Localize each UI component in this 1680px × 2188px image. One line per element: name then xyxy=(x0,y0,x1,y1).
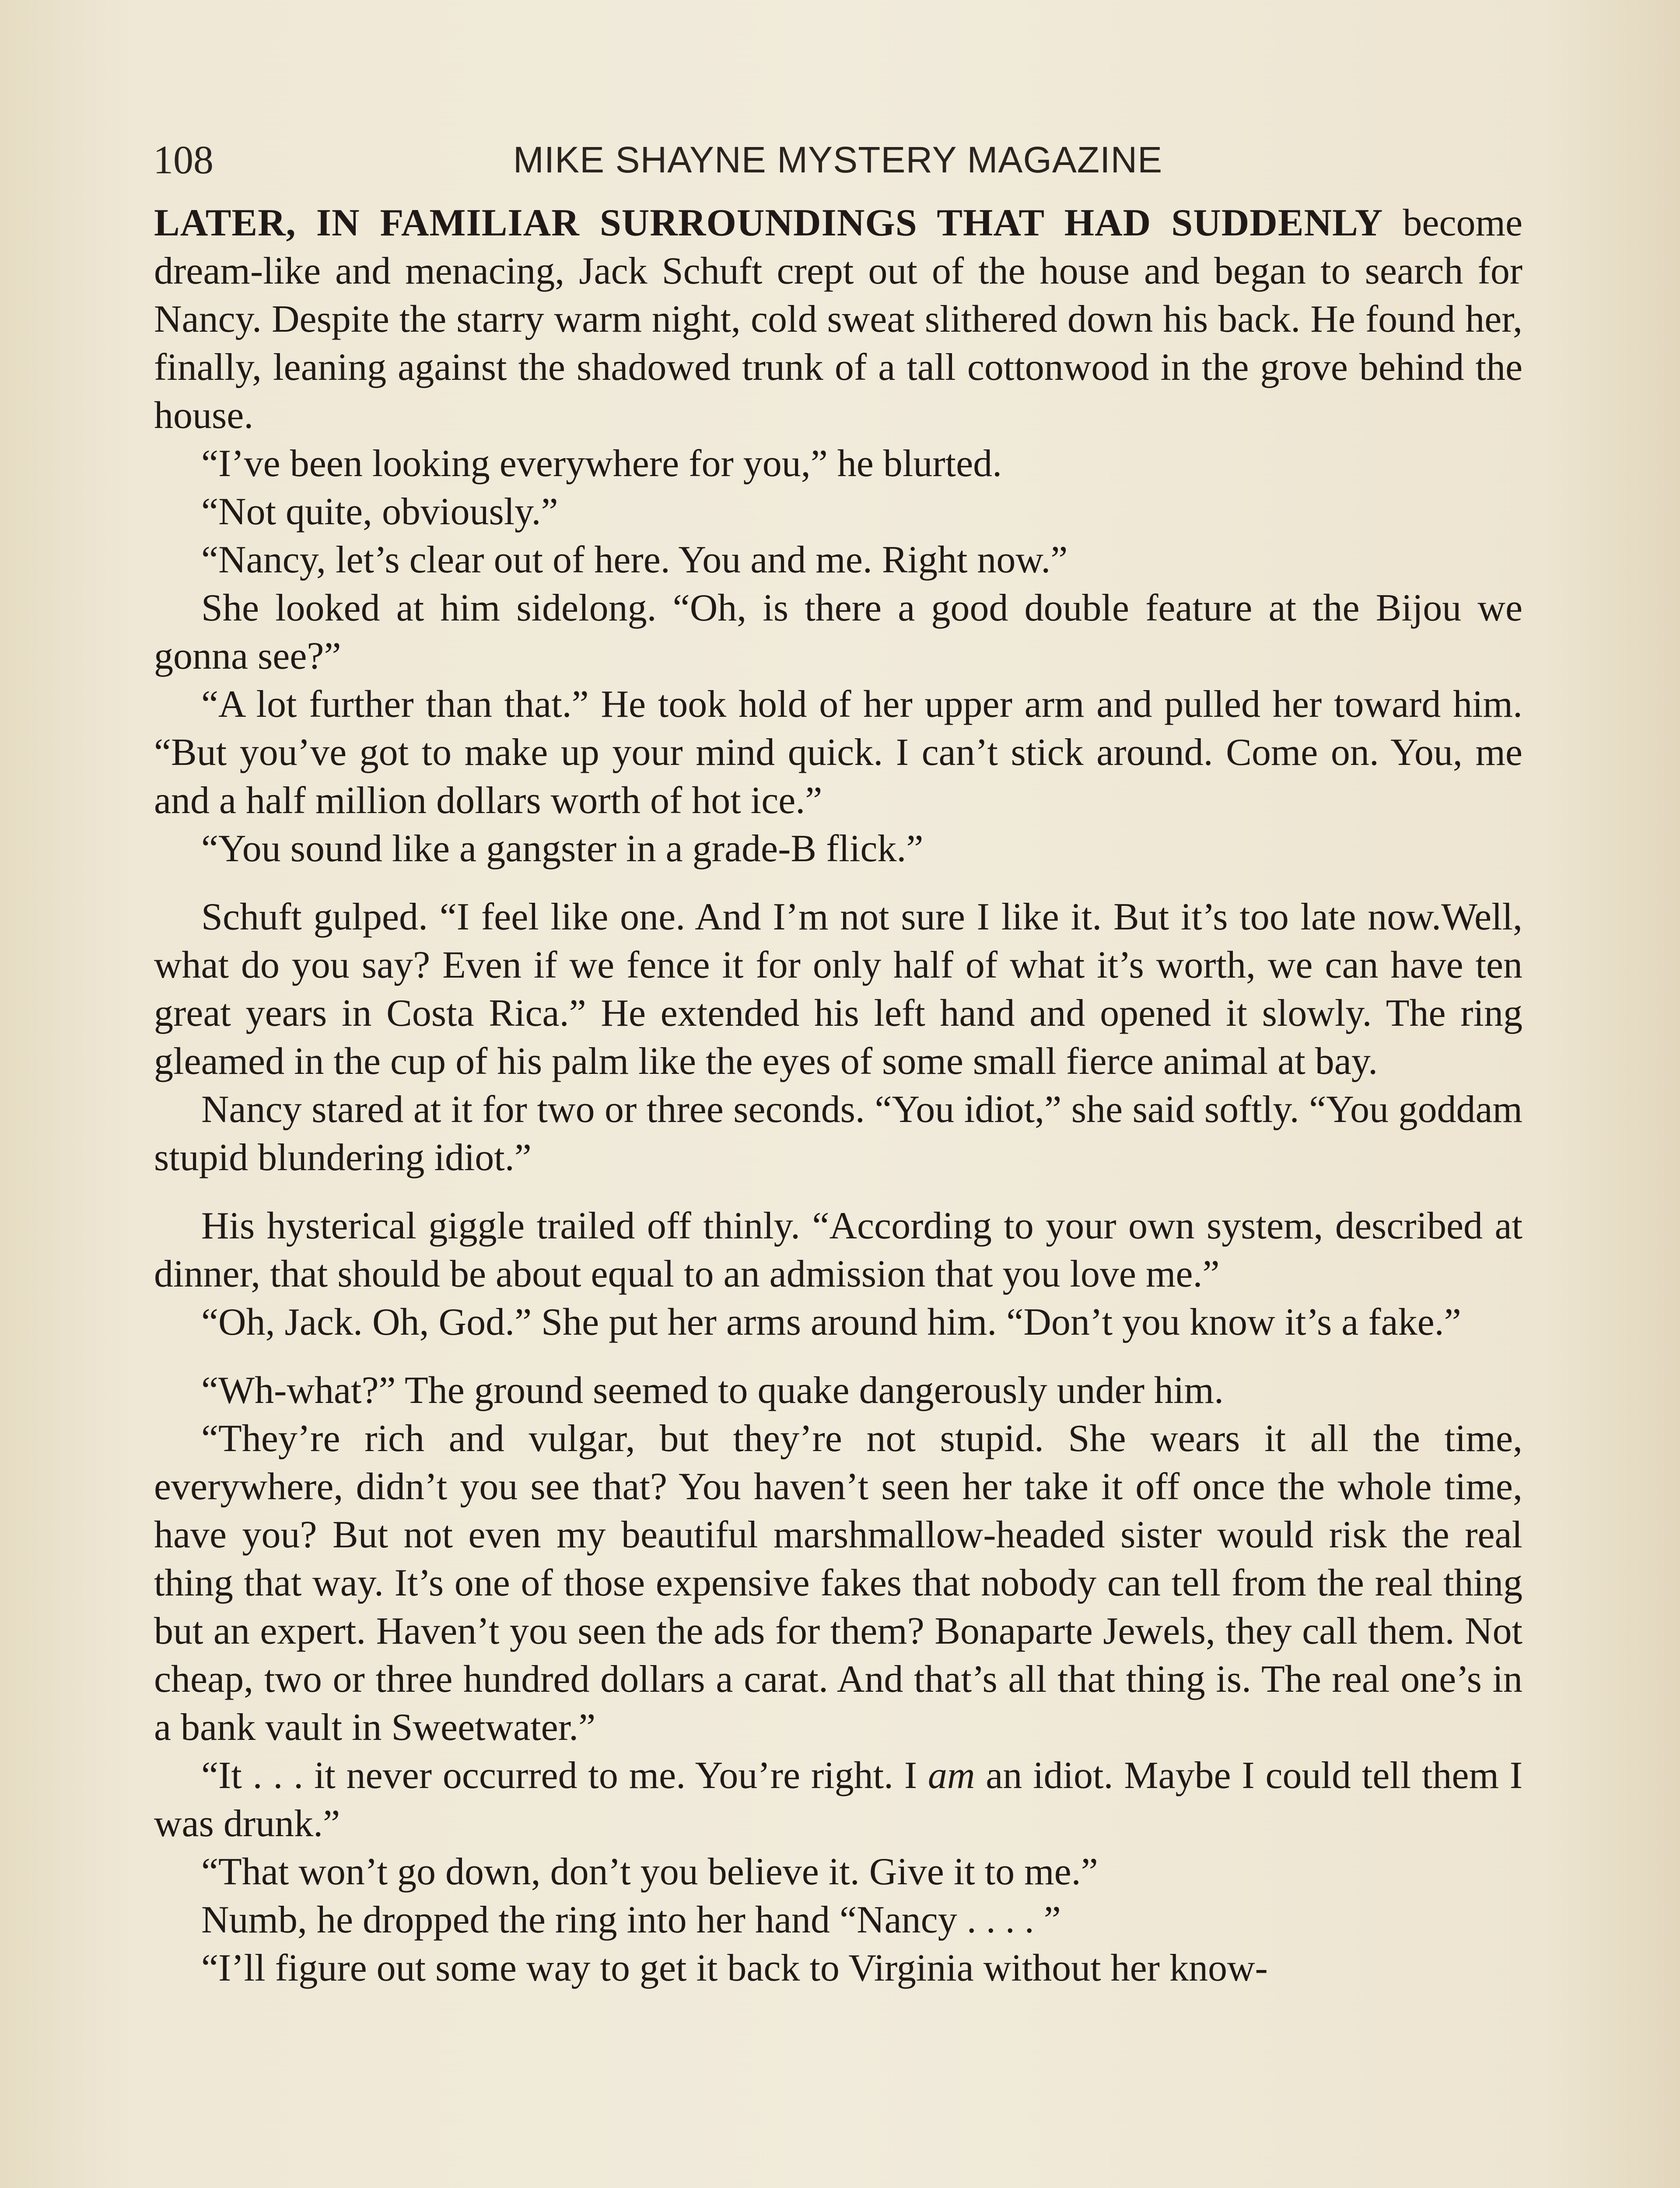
story-text xyxy=(154,199,1522,1992)
paragraph-6: “A lot further than that.” He took hold of her upper arm and pulled her toward him. “But you’ve got to make up your mind quick. I can’t stick around. Come on. You, me and a half million dollars worth of hot ice.” xyxy=(154,683,1522,822)
paragraph-2: “I’ve been looking everywhere for you,” he blurted. xyxy=(201,442,1002,485)
paragraph-9: Nancy stared at it for two or three seconds. “You idiot,” she said softly. “You goddam stupid blundering idiot.” xyxy=(154,1088,1522,1179)
paragraph-17: “I’ll figure out some way to get it back to Virginia without her know- xyxy=(201,1947,1268,1989)
paragraph-1-text: become dream-like and menacing, Jack Schuft crept out of the house and began to search for Nancy. Despite the starry warm night, cold sweat slithered down his back. He found her, finally, leaning against the shadowed trunk of a tall cottonwood in the grove behind the house. xyxy=(154,202,1523,437)
paragraph-14-emphasis: am xyxy=(928,1754,975,1797)
paragraph-3: “Not quite, obviously.” xyxy=(201,491,558,533)
paragraph-14-start: “It . . . it never occurred to me. You’re right. I xyxy=(201,1754,928,1797)
paragraph-11: “Oh, Jack. Oh, God.” She put her arms around him. “Don’t you know it’s a fake.” xyxy=(201,1301,1461,1343)
paragraph-5: She looked at him sidelong. “Oh, is there a good double feature at the Bijou we gonna see?” xyxy=(154,587,1522,677)
paragraph-7: “You sound like a gangster in a grade-B flick.” xyxy=(201,828,924,870)
paragraph-14-end: an idiot. Maybe I could tell them I was drunk.” xyxy=(154,1754,1522,1845)
paragraph-12: “Wh-what?” The ground seemed to quake dangerously under him. xyxy=(201,1369,1224,1412)
paragraph-16: Numb, he dropped the ring into her hand “Nancy . . . . ” xyxy=(201,1899,1061,1941)
paragraph-1 xyxy=(154,199,1522,440)
paragraph-8: Schuft gulped. “I feel like one. And I’m not sure I like it. But it’s too late now.Well, what do you say? Even if we fence it for only half of what it’s worth, we can have ten great years in Costa Rica.” He extended his left hand and opened it slowly. The ring gleamed in the cup of his palm like the eyes of some small fierce animal at bay. xyxy=(154,896,1522,1083)
page-number: 108 xyxy=(153,137,214,182)
paragraph-10: His hysterical giggle trailed off thinly. “According to your own system, described at dinner, that should be about equal to an admission that you love me.” xyxy=(154,1205,1522,1295)
lead-in-caps: LATER, IN FAMILIAR SURROUNDINGS THAT HAD SUDDENLY xyxy=(154,202,1383,244)
paragraph-4: “Nancy, let’s clear out of here. You and me. Right now.” xyxy=(201,539,1068,581)
paragraph-14 xyxy=(154,1752,1522,1848)
page-header xyxy=(153,131,1522,188)
paragraph-13: “They’re rich and vulgar, but they’re not stupid. She wears it all the time, everywhere, didn’t you see that? You haven’t seen her take it off once the whole time, have you? But not even my beautiful marshmallow-headed sister would risk the real thing that way. It’s one of those expensive fakes that nobody can tell from the real thing but an expert. Haven’t you seen the ads for them? Bonaparte Jewels, they call them. Not cheap, two or three hundred dollars a carat. And that’s all that thing is. The real one’s in a bank vault in Sweetwater.” xyxy=(154,1417,1522,1749)
paragraph-15: “That won’t go down, don’t you believe it. Give it to me.” xyxy=(201,1851,1098,1893)
running-head: MIKE SHAYNE MYSTERY MAGAZINE xyxy=(513,139,1163,180)
